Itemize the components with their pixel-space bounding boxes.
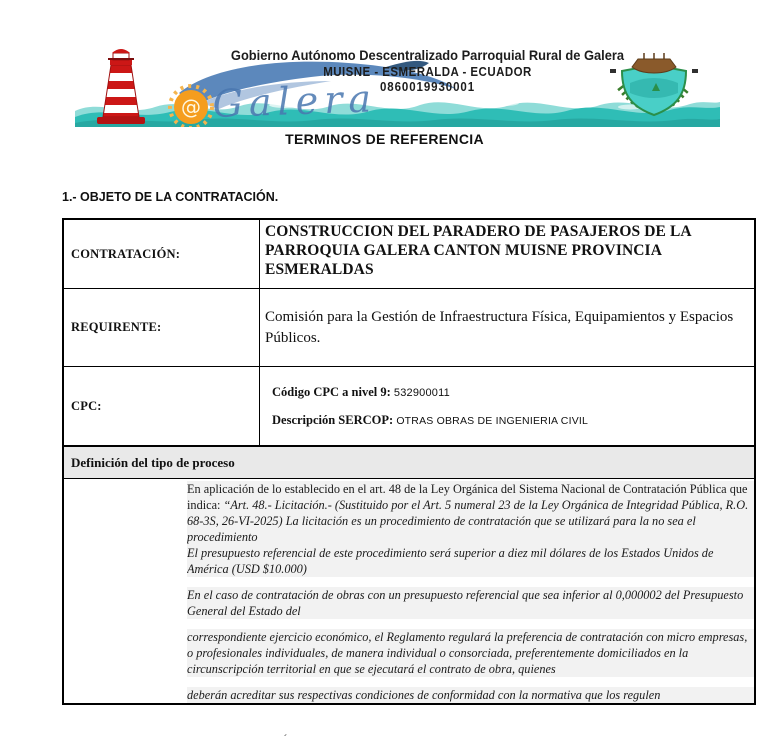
page-title: TERMINOS DE REFERENCIA xyxy=(285,131,484,147)
cpc-value-cell xyxy=(260,367,754,445)
sercop-value: OTRAS OBRAS DE INGENIERIA CIVIL xyxy=(396,414,589,427)
process-type-header xyxy=(64,445,754,479)
process-type-body xyxy=(64,479,754,705)
page-artifact: ´ xyxy=(282,732,288,746)
table-row-cpc xyxy=(64,367,754,445)
table-row-contratacion xyxy=(64,220,754,289)
letterhead-banner xyxy=(75,45,720,127)
requirente-label: REQUIRENTE: xyxy=(64,289,260,366)
script-logo-text: Galera xyxy=(211,76,378,126)
org-location: MUISNE - ESMERALDA - ECUADOR xyxy=(323,65,532,79)
process-paragraph: deberán acreditar sus respectivas condiciones de conformidad con la normativa que los regulen xyxy=(187,687,754,703)
process-paragraph: En el caso de contratación de obras con un presupuesto referencial que sea inferior al 0,000002 del Presupuesto General del Estado del xyxy=(187,587,754,619)
org-ruc: 0860019930001 xyxy=(379,80,476,94)
contratacion-value: CONSTRUCCION DEL PARADERO DE PASAJEROS DE LA PARROQUIA GALERA CANTON MUISNE PROVINCIA ESMERALDAS xyxy=(265,223,691,278)
svg-text:@: @ xyxy=(181,95,201,119)
requirente-value: Comisión para la Gestión de Infraestructura Física, Equipamientos y Espacios Públicos. xyxy=(265,308,734,346)
process-paragraphs xyxy=(187,481,754,705)
cpc-label: CPC: xyxy=(64,367,260,445)
cpc-code-label: Código CPC a nivel 9: xyxy=(272,384,394,399)
sercop-label: Descripción SERCOP: xyxy=(272,412,397,427)
terms-table xyxy=(62,218,756,705)
process-paragraph: correspondiente ejercicio económico, el Reglamento regulará la preferencia de contratación con micro empresas, o profesionales individuales, de manera individual o consorciada, preferentemente domiciliados en la circunscripción territorial en que se ejecutará el contrato de obra, quienes xyxy=(187,629,754,677)
process-paragraph: En aplicación de lo establecido en el art. 48 de la Ley Orgánica del Sistema Nacional de Contratación Pública que indica: “Art. 48.- Licitación.- (Sustituido por el Art. 5 numeral 23 de la Ley Orgánica de Integridad Pública, R.O. 68-3S, 26-VI-2025) La licitación es un procedimiento de contratación que se utilizará para la no sea el procedimiento xyxy=(187,481,754,545)
process-paragraph: El presupuesto referencial de este procedimiento será superior a diez mil dólares de los Estados Unidos de América (USD $10.000) xyxy=(187,545,754,577)
table-row-requirente xyxy=(64,289,754,367)
contratacion-label: CONTRATACIÓN: xyxy=(64,220,260,288)
letterhead-text xyxy=(186,47,669,94)
sercop-line xyxy=(272,413,752,428)
lighthouse-icon xyxy=(83,45,159,129)
cpc-code-value: 532900011 xyxy=(393,386,450,399)
section-1-heading: 1.- OBJETO DE LA CONTRATACIÓN. xyxy=(62,190,279,204)
process-type-header-label: Definición del tipo de proceso xyxy=(71,454,235,470)
org-name: Gobierno Autónomo Descentralizado Parroquial Rural de Galera xyxy=(230,47,625,63)
cpc-code-line xyxy=(272,385,752,400)
